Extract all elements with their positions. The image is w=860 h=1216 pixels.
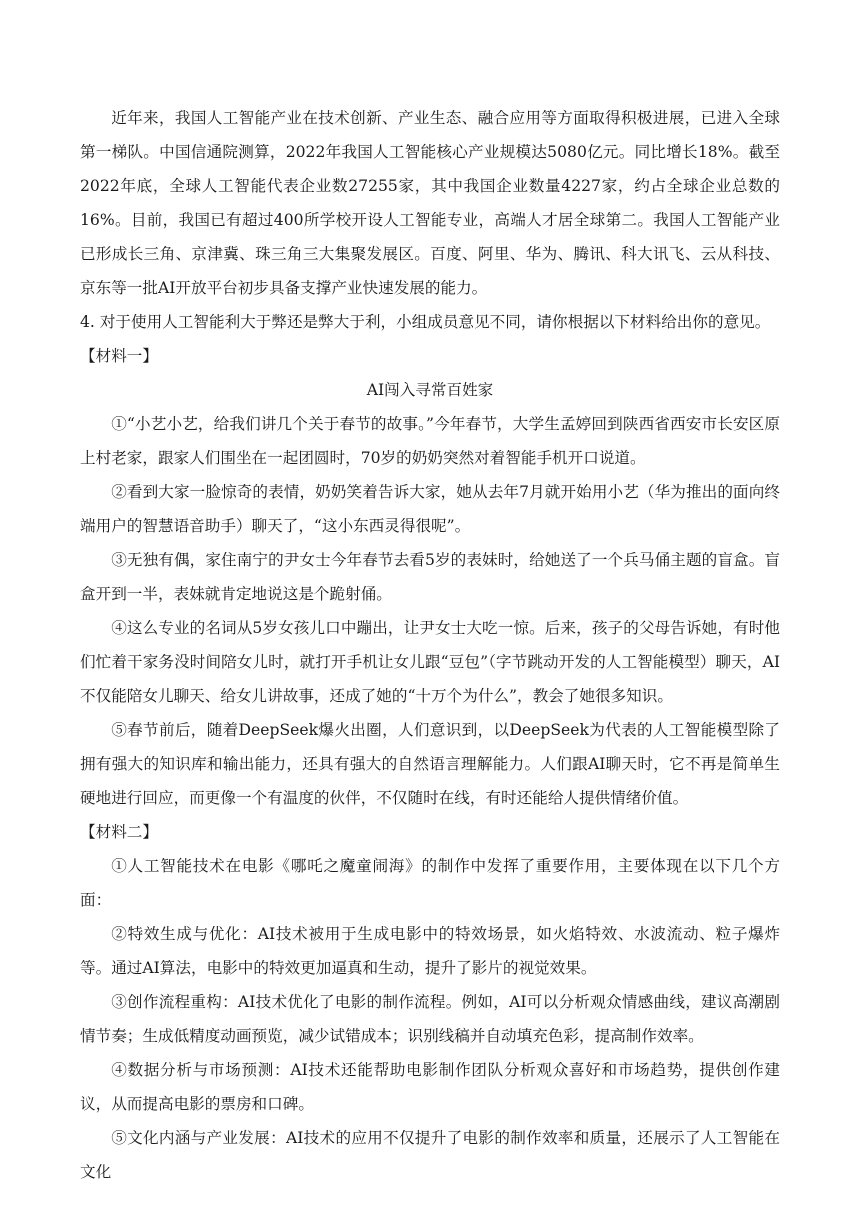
intro-paragraph: 近年来，我国人工智能产业在技术创新、产业生态、融合应用等方面取得积极进展，已进入全球第一梯队。中国信通院测算，2022年我国人工智能核心产业规模达5080亿元。同比增长18%。截至2022年底，全球人工智能代表企业数27255家，其中我国企业数量4227家，约占全球企业总数的16%。目前，我国已有超过400所学校开设人工智能专业，高端人才居全球第二。我国人工智能产业已形成长三角、京津冀、珠三角三大集聚发展区。百度、阿里、华为、腾讯、科大讯飞、云从科技、京东等一批AI开放平台初步具备支撑产业快速发展的能力。 <box>80 109 780 297</box>
material-two-paragraph: ④数据分析与市场预测：AI技术还能帮助电影制作团队分析观众喜好和市场趋势，提供创作建议，从而提高电影的票房和口碑。 <box>80 1061 780 1113</box>
material-one-paragraph: ⑤春节前后，随着DeepSeek爆火出圈，人们意识到，以DeepSeek为代表的人工智能模型除了拥有强大的知识库和输出能力，还具有强大的自然语言理解能力。人们跟AI聊天时，它不再是简单生硬地进行回应，而更像一个有温度的伙伴，不仅随时在线，有时还能给人提供情绪价值。 <box>80 721 780 807</box>
document-page <box>80 101 780 1189</box>
material-one-paragraph: ③无独有偶，家住南宁的尹女士今年春节去看5岁的表妹时，给她送了一个兵马俑主题的盲盒。盲盒开到一半，表妹就肯定地说这是个跪射俑。 <box>80 551 780 603</box>
material-two-paragraph: ②特效生成与优化：AI技术被用于生成电影中的特效场景，如火焰特效、水波流动、粒子爆炸等。通过AI算法，电影中的特效更加逼真和生动，提升了影片的视觉效果。 <box>80 925 780 977</box>
material-two-label: 【材料二】 <box>80 823 158 841</box>
material-two-paragraph: ⑤文化内涵与产业发展：AI技术的应用不仅提升了电影的制作效率和质量，还展示了人工智能在文化 <box>80 1129 780 1181</box>
question-text: 4. 对于使用人工智能利大于弊还是弊大于利，小组成员意见不同，请你根据以下材料给出你的意见。 <box>80 313 771 331</box>
material-two-paragraph: ③创作流程重构：AI技术优化了电影的制作流程。例如，AI可以分析观众情感曲线，建议高潮剧情节奏；生成低精度动画预览，减少试错成本；识别线稿并自动填充色彩，提高制作效率。 <box>80 993 780 1045</box>
material-one-label: 【材料一】 <box>80 347 158 365</box>
material-one-title: AI闯入寻常百姓家 <box>366 381 494 399</box>
material-one-paragraph: ②看到大家一脸惊奇的表情，奶奶笑着告诉大家，她从去年7月就开始用小艺（华为推出的面向终端用户的智慧语音助手）聊天了，“这小东西灵得很呢”。 <box>80 483 780 535</box>
material-one-paragraph: ①“小艺小艺，给我们讲几个关于春节的故事。”今年春节，大学生孟婷回到陕西省西安市长安区原上村老家，跟家人们围坐在一起团圆时，70岁的奶奶突然对着智能手机开口说道。 <box>80 415 780 467</box>
material-one-paragraph: ④这么专业的名词从5岁女孩儿口中蹦出，让尹女士大吃一惊。后来，孩子的父母告诉她，有时他们忙着干家务没时间陪女儿时，就打开手机让女儿跟“豆包”（字节跳动开发的人工智能模型）聊天，AI不仅能陪女儿聊天、给女儿讲故事，还成了她的“十万个为什么”，教会了她很多知识。 <box>80 619 780 705</box>
material-two-paragraph: ①人工智能技术在电影《哪吒之魔童闹海》的制作中发挥了重要作用，主要体现在以下几个方面： <box>80 857 780 909</box>
